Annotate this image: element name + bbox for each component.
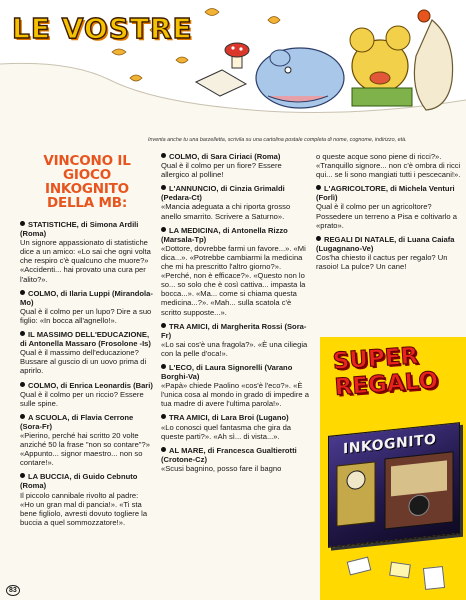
- joke-title: L'AGRICOLTORE, di Michela Venturi (Forlì): [316, 184, 455, 203]
- joke-title: LA MEDICINA, di Antonella Rizzo (Marsala-Tp): [161, 225, 288, 244]
- joke-title: AL MARE, di Francesca Gualtierotti (Crotone-Cz): [161, 445, 297, 464]
- column-2: [161, 152, 309, 478]
- joke-text: Qual è il massimo dell'educazione? Bussare al guscio di un uovo prima di aprirlo.: [20, 348, 147, 376]
- joke-title: L'ANNUNCIO, di Cinzia Grimaldi (Pedara-Ct): [161, 184, 285, 203]
- joke-text: Un signore appassionato di statistiche dice a un amico: «Lo sai che ogni volta che respiro c'è qualcuno che muore?» «Accidenti... hai provato una cura per l'alito?».: [20, 238, 151, 284]
- joke-title: TRA AMICI, di Margherita Rossi (Sora-Fr): [161, 321, 307, 340]
- joke-title: REGALI DI NATALE, di Luana Caiafa (Lugagnano-Ve): [316, 234, 455, 253]
- bullet-icon: [316, 236, 321, 241]
- bullet-icon: [161, 447, 166, 452]
- joke-entry: [161, 226, 309, 317]
- joke-entry: [161, 152, 309, 179]
- bullet-icon: [20, 382, 25, 387]
- joke-title: LA BUCCIA, di Guido Cebnuto (Roma): [20, 472, 138, 491]
- joke-text: Cos'ha chiesto il cactus per regalo? Un rasoio! La pulce? Un cane!: [316, 252, 448, 272]
- column-3: [316, 152, 462, 276]
- joke-entry: [20, 381, 154, 408]
- joke-text: «Mancia adeguata a chi riporta grosso anello smarrito. Scrivere a Saturno».: [161, 202, 291, 221]
- joke-entry: [161, 184, 309, 220]
- bullet-icon: [161, 414, 166, 419]
- hippo-character: [256, 48, 344, 108]
- joke-title: COLMO, di Sara Ciriaci (Roma): [169, 152, 281, 161]
- joke-entry: [161, 446, 309, 473]
- joke-entry: [20, 220, 154, 284]
- joke-title: COLMO, di Enrica Leonardis (Bari): [28, 380, 153, 390]
- joke-text: Qual è il colmo per un agricoltore? Possedere un terreno a Pisa e coltivarlo a «prato».: [316, 202, 457, 230]
- joke-entry: [161, 363, 309, 408]
- joke-title: A SCUOLA, di Flavia Cerrone (Sora-Fr): [20, 412, 134, 431]
- joke-title: COLMO, di Ilaria Luppi (Mirandola-Mo): [20, 288, 153, 307]
- joke-text: Qual è il colmo per un riccio? Essere sulle spine.: [20, 389, 144, 408]
- bullet-icon: [20, 414, 25, 419]
- winners-heading: VINCONO IL GIOCO INKOGNITO DELLA MB:: [43, 153, 131, 211]
- game-card: [423, 566, 445, 590]
- joke-text: Il piccolo cannibale rivolto al padre: «Ho un gran mal di pancia!». «Ti sta bene figliolo, avresti dovuto togliere la buccia a quel sommozzatore!».: [20, 490, 148, 527]
- joke-text: «Scusi bagnino, posso fare il bagno: [161, 463, 282, 473]
- super-gift-box: [320, 337, 466, 600]
- joke-entry: [20, 330, 154, 375]
- bullet-icon: [161, 227, 166, 232]
- joke-text: Qual è il colmo per un fiore? Essere allergico al polline!: [161, 161, 282, 180]
- joke-title: STATISTICHE, di Simona Ardili (Roma): [20, 220, 139, 239]
- joke-entry: [316, 184, 462, 229]
- joke-text: «Papà» chiede Paolino «cos'è l'eco?». «È l'unica cosa al mondo in grado di impedire a tua madre di avere l'ultima parola!».: [161, 381, 309, 409]
- page-number: 83: [6, 585, 20, 596]
- joke-entry: [316, 235, 462, 271]
- bullet-icon: [161, 153, 166, 158]
- bullet-icon: [161, 364, 166, 369]
- header-illustration: [0, 0, 466, 135]
- joke-text: «Dottore, dovrebbe farmi un favore...». «Mi dica...». «Potrebbe cambiarmi la medicina che mi ha prescritto l'altro giorno?». «Perché, non è efficace?». «Questo non lo so... so solo che è così cattiva... impasta la bocca...». «Ma... come si chiama questa medicina...?». «Mah... sulla scatola c'è scritto supposte...».: [161, 243, 306, 317]
- bullet-icon: [161, 185, 166, 190]
- game-logo: INKOGNITO: [343, 431, 437, 458]
- joke-entry: [20, 413, 154, 468]
- bullet-icon: [316, 185, 321, 190]
- joke-text: o queste acque sono piene di ricci?». «Tranquillo signore... non c'è ombra di ricci qui... se li sono mangiati tutti i pescecani!».: [316, 152, 461, 180]
- column-1: [20, 152, 154, 532]
- bullet-icon: [20, 221, 25, 226]
- gift-title: SUPER REGALO: [332, 343, 439, 401]
- joke-text: «Lo conosci quel fantasma che gira da queste parti?». «Ah sì... di vista...».: [161, 422, 292, 441]
- page-title: LE VOSTRE: [12, 12, 193, 45]
- joke-entry: [20, 472, 154, 527]
- intro-text: Inventa anche tu una barzelletta, scrivila su una cartolina postale completa di nome, cognome, indirizzo, età.: [148, 137, 407, 143]
- joke-entry: [161, 413, 309, 440]
- joke-continuation: [316, 152, 462, 179]
- joke-entry: [161, 322, 309, 358]
- bullet-icon: [161, 323, 166, 328]
- joke-title: L'ECO, di Laura Signorelli (Varano Borghi-Va): [161, 362, 293, 382]
- game-card: [389, 562, 411, 579]
- game-box-image: [328, 422, 460, 548]
- bullet-icon: [20, 290, 25, 295]
- game-card: [347, 557, 372, 576]
- game-box-art: [329, 423, 461, 549]
- joke-text: Qual è il colmo per un lupo? Dire a suo figlio: «In bocca all'agnello!».: [20, 306, 152, 325]
- joke-title: IL MASSIMO DELL'EDUCAZIONE, di Antonella Massaro (Frosolone -Is): [20, 330, 151, 349]
- bullet-icon: [20, 473, 25, 478]
- bullet-icon: [20, 331, 25, 336]
- joke-text: «Pierino, perché hai scritto 20 volte anziché 50 la frase "non so contare"?» «Appunto... signor maestro... non so contare!».: [20, 430, 150, 468]
- joke-text: «Lo sai cos'è una fragola?». «È una ciliegia con la pelle d'oca!».: [161, 339, 308, 358]
- joke-title: TRA AMICI, di Lara Broi (Lugano): [169, 413, 289, 423]
- joke-entry: [20, 289, 154, 325]
